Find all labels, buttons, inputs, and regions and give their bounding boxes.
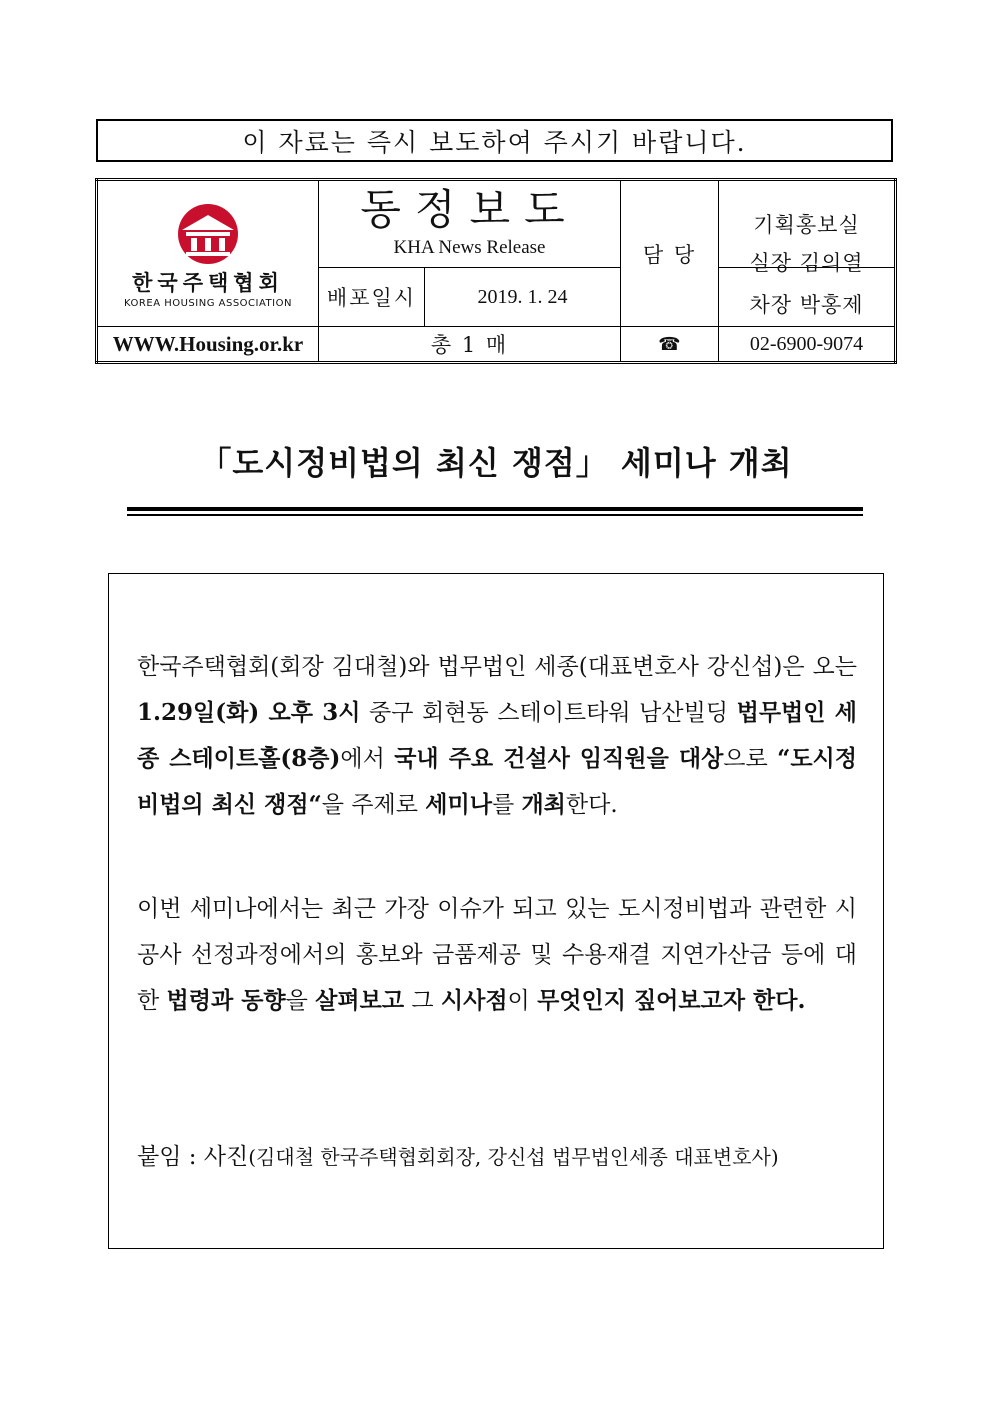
phone-number: 02-6900-9074 <box>749 332 864 355</box>
attachment-label: 붙임 : 사진 <box>137 1144 249 1170</box>
logo-english-name: KOREA HOUSING ASSOCIATION <box>124 297 292 309</box>
phone-icon: ☎ <box>658 333 681 355</box>
p1-text: 를 <box>491 792 522 818</box>
contact-person-1: 실장 김의열 <box>749 251 864 275</box>
p1-topic: “도시정비법의 최신 쟁점“ <box>137 745 857 818</box>
headline: 「도시정비법의 최신 쟁점」 세미나 개최 <box>199 444 793 482</box>
notice-text: 이 자료는 즉시 보도하여 주시기 바랍니다. <box>242 127 747 157</box>
logo-korean-name: 한국주택협회 <box>132 270 284 295</box>
p1-seminar: 세미나 <box>425 791 492 818</box>
p1-text: 을 주제로 <box>321 792 426 818</box>
p1-hold: 개최 <box>521 791 566 818</box>
release-title: 동정보도 <box>360 185 579 234</box>
logo-cell <box>97 180 319 327</box>
distribution-label: 배포일시 <box>326 286 417 310</box>
body-paragraph-2 <box>137 886 857 1024</box>
p2-text: 이번 세미나에서는 최근 가장 이슈가 되고 있는 도시정비법과 관련한 시공사 선정과정에서의 홍보와 금품제공 및 수용재결 지연가산금 등에 대한 <box>137 896 857 1014</box>
p1-venue: 법무법인 세종 스테이트홀(8층) <box>137 699 857 772</box>
p1-text: 으로 <box>723 746 778 772</box>
p1-text: 중구 회현동 스테이트타워 남산빌딩 <box>360 700 737 726</box>
contact-label-cell <box>621 180 719 327</box>
attachment-line <box>137 1134 857 1180</box>
p1-text: 에서 <box>340 746 395 772</box>
notice-banner <box>96 119 893 162</box>
p2-text: 그 <box>404 988 441 1014</box>
p1-audience: 국내 주요 건설사 임직원을 대상 <box>394 745 724 772</box>
headline-rule-thin <box>127 514 863 516</box>
website-cell <box>97 327 319 363</box>
headline-rule-thick <box>127 507 863 511</box>
body-paragraph-1 <box>137 644 857 828</box>
press-header-table <box>95 178 897 364</box>
contact-person-2: 차장 박홍제 <box>749 293 864 317</box>
kha-logo-icon <box>166 203 250 265</box>
release-title-cell <box>319 180 621 268</box>
distribution-date: 2019. 1. 24 <box>477 285 568 308</box>
p2-text: 이 <box>507 988 538 1014</box>
p2-text: 을 <box>285 988 316 1014</box>
p1-datetime: 1.29일(화) 오후 3시 <box>137 699 361 726</box>
distribution-date-cell <box>425 268 621 327</box>
p2-closing: 무엇인지 짚어보고자 한다. <box>537 987 806 1014</box>
p1-text: 한다. <box>565 792 618 818</box>
p1-text: 한국주택협회(회장 김대철)와 법무법인 세종(대표변호사 강신섭)은 오는 <box>137 654 857 680</box>
distribution-label-cell <box>319 268 425 327</box>
p2-implications: 시사점 <box>440 987 508 1014</box>
page-count: 총 1 매 <box>430 333 509 357</box>
contact-persons-cell <box>719 251 896 327</box>
contact-label: 담 당 <box>642 242 697 267</box>
phone-icon-cell <box>621 327 719 363</box>
website-link[interactable]: WWW.Housing.or.kr <box>112 331 304 356</box>
pages-cell <box>319 327 621 363</box>
p2-law-trends: 법령과 동향 <box>166 987 286 1014</box>
body-box <box>108 573 884 1249</box>
p2-examine: 살펴보고 <box>315 987 405 1014</box>
release-subtitle: KHA News Release <box>393 237 546 258</box>
phone-number-cell <box>719 327 896 363</box>
department-name: 기획홍보실 <box>753 213 860 237</box>
attachment-detail: (김대철 한국주택협회회장, 강신섭 법무법인세종 대표변호사) <box>248 1145 779 1169</box>
